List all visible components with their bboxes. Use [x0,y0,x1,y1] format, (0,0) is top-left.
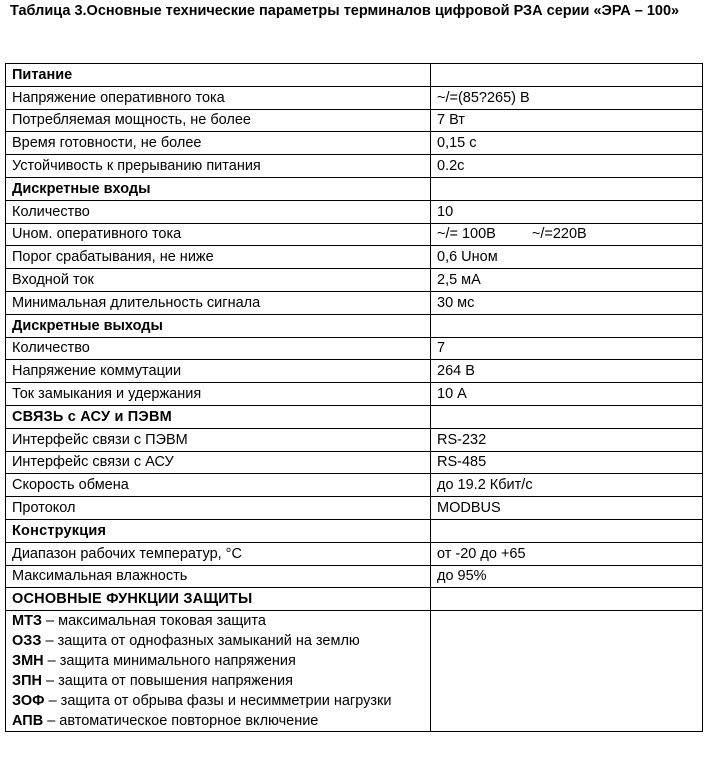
param-value: 30 мс [431,291,703,314]
table-row [6,269,703,292]
param-name: Напряжение коммутации [6,360,431,383]
param-value: 10 А [431,383,703,406]
param-value: 0.2с [431,155,703,178]
param-name: Входной ток [6,269,431,292]
param-name: Порог срабатывания, не ниже [6,246,431,269]
param-value: до 95% [431,565,703,588]
table-row [6,132,703,155]
param-value: RS-232 [431,428,703,451]
table-row [6,291,703,314]
table-row [6,155,703,178]
list-item [12,691,430,711]
param-name: Время готовности, не более [6,132,431,155]
section-header-discrete-inputs: Дискретные входы [6,177,431,200]
list-item [12,711,430,731]
section-header-row [6,64,703,87]
empty-cell [431,405,703,428]
param-name: Интерфейс связи с ПЭВМ [6,428,431,451]
section-header-power: Питание [6,64,431,87]
param-value: 2,5 мА [431,269,703,292]
list-item [12,671,430,691]
table-row [6,200,703,223]
list-item [12,631,430,651]
table-row [6,223,703,246]
param-name: Количество [6,200,431,223]
empty-cell [431,588,703,611]
function-description: – максимальная токовая защита [42,613,266,630]
function-code: ОЗЗ [12,633,42,650]
param-name: Скорость обмена [6,474,431,497]
param-name: Напряжение оперативного тока [6,86,431,109]
param-value: 10 [431,200,703,223]
param-value [431,223,703,246]
value-ac-dc-100: ~/= 100В [437,226,496,243]
table-row [6,246,703,269]
param-name: Максимальная влажность [6,565,431,588]
param-value: 0,6 Uном [431,246,703,269]
section-header-discrete-outputs: Дискретные выходы [6,314,431,337]
function-description: – защита от повышения напряжения [41,673,293,690]
param-name: Диапазон рабочих температур, °С [6,542,431,565]
param-name: Протокол [6,497,431,520]
section-header-comms: СВЯЗЬ с АСУ и ПЭВМ [6,405,431,428]
section-header-row [6,588,703,611]
param-value: 0,15 с [431,132,703,155]
param-value: 264 В [431,360,703,383]
function-code: ЗОФ [12,693,45,710]
param-name: Минимальная длительность сигнала [6,291,431,314]
protection-functions-row [6,611,703,732]
table-row [6,383,703,406]
table-row [6,337,703,360]
param-name: Потребляемая мощность, не более [6,109,431,132]
param-value: RS-485 [431,451,703,474]
list-item [12,651,430,671]
function-code: ЗПН [12,673,42,690]
param-name: Количество [6,337,431,360]
table-row [6,428,703,451]
function-description: – защита от обрыва фазы и несимметрии нагрузки [44,693,392,710]
table-row [6,565,703,588]
function-code: АПВ [12,713,44,730]
table-row [6,542,703,565]
param-value: от -20 до +65 [431,542,703,565]
protection-functions-list [6,611,431,732]
empty-cell [431,177,703,200]
table-title: Таблица 3.Основные технические параметры терминалов цифровой РЗА серии «ЭРА – 100» [10,3,680,19]
param-value: MODBUS [431,497,703,520]
section-header-row [6,177,703,200]
function-description: – защита от однофазных замыканий на землю [41,633,360,650]
table-row [6,497,703,520]
table-row [6,451,703,474]
section-header-protection: ОСНОВНЫЕ ФУНКЦИИ ЗАЩИТЫ [6,588,431,611]
empty-cell [431,64,703,87]
value-ac-dc-220: ~/=220В [531,226,587,243]
table-row [6,360,703,383]
param-name: Устойчивость к прерыванию питания [6,155,431,178]
list-item [12,611,430,631]
function-description: – автоматическое повторное включение [43,713,319,730]
param-value: 7 [431,337,703,360]
empty-cell [431,314,703,337]
function-code: МТЗ [12,613,43,630]
param-value: ~/=(85?265) В [431,86,703,109]
table-row [6,109,703,132]
section-header-row [6,314,703,337]
empty-cell [431,611,703,732]
function-description: – защита минимального напряжения [43,653,296,670]
function-code: ЗМН [12,653,44,670]
empty-cell [431,519,703,542]
section-header-row [6,519,703,542]
table-row [6,86,703,109]
section-header-construction: Конструкция [6,519,431,542]
param-name: Интерфейс связи с АСУ [6,451,431,474]
param-name: Ток замыкания и удержания [6,383,431,406]
table-row [6,474,703,497]
section-header-row [6,405,703,428]
param-value: до 19.2 Кбит/с [431,474,703,497]
param-name: Uном. оперативного тока [6,223,431,246]
spec-table [5,63,703,732]
param-value: 7 Вт [431,109,703,132]
